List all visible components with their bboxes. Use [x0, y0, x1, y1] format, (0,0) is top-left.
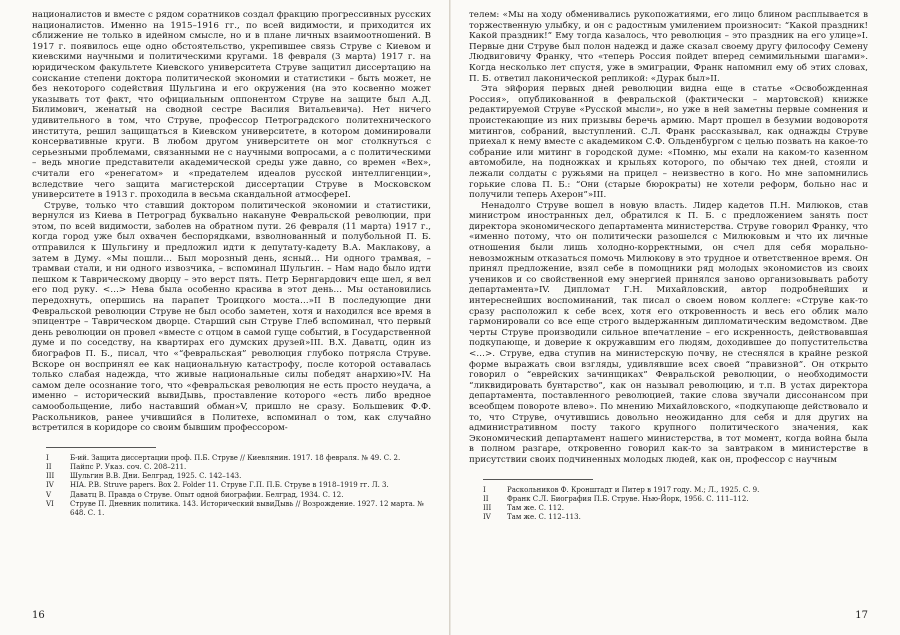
left-footnote-divider: [46, 447, 156, 448]
right-footnote: III Там же. С. 112.: [483, 503, 564, 512]
right-footnote: I Раскольников Ф. Кронштадт и Питер в 1917 году. М.; Л., 1925. С. 9.: [483, 485, 760, 494]
left-footnote: IV HIA. P.B. Struve papers. Box 2. Folder 11. Струве Г.П. П.Б. Струве в 1918–1919 гг. Л. 3.: [46, 481, 389, 490]
right-paragraph-1: телем: «Мы на ходу обменивались рукопожатиями, его лицо блином расплывается в торжественную улыбку, и он с радостным умилением произносит: “Какой праздник! Какой праздник!” Ему тогда казалось, что революция – это праздник на его улице»I. Первые дни Струве был полон надежд и даже сказал своему другу философу Семену Людвиговичу Франку, что «теперь Россия пойдет вперед семимильными шагами». Когда несколько лет спустя, уже в эмиграции, Франк напомнил ему об этих словах, П. Б. ответил лаконической репликой: «Дурак был»II.: [469, 10, 868, 84]
right-page-body: [469, 10, 868, 466]
right-footnote: II Франк С.Л. Биография П.Б. Струве. Нью-Йорк, 1956. С. 111–112.: [483, 494, 749, 503]
left-footnote: II Пайпс Р. Указ. соч. С. 208–211.: [46, 462, 187, 471]
left-page-body: [32, 10, 431, 434]
left-footnote: I Б-ий. Защита диссертации проф. П.Б. Струве // Киевлянин. 1917. 18 февраля. № 49. С. 2.: [46, 453, 401, 462]
right-page: [451, 0, 900, 635]
right-page-number: 17: [855, 610, 868, 621]
left-footnotes: [32, 454, 431, 518]
right-footnotes: [469, 486, 868, 523]
left-page-number: 16: [32, 610, 45, 621]
right-footnote-divider: [483, 479, 593, 480]
left-footnote: V Даватц В. Правда о Струве. Опыт одной биографии. Белград, 1934. С. 12.: [46, 490, 344, 499]
left-paragraph-2: Струве, только что ставший доктором политической экономии и статистики, вернулся из Киева в Петроград буквально накануне Февральской революции, при этом, по всей видимости, заболев на обратном пути. 26 февраля (11 марта) 1917 г., когда город уже был охвачен беспорядками, взволнованный и полубольной П. Б. отправился к Шульгину и предложил идти к депутату-кадету В.А. Маклакову, а затем в Думу. «Мы пошли… Был морозный день, ясный… Ни одного трамвая, – трамваи стали, и ни одного извозчика, – вспоминал Шульгин. – Нам надо было идти пешком к Таврическому дворцу – это верст пять. Петр Бернгардович еще шел, я вел его под руку. <…> Нева была особенно красива в этот день… Мы остановились передохнуть, опершись на парапет Троицкого моста…»II В последующие дни Февральской революции Струве не был особо заметен, хотя и находился все время в эпицентре – Таврическом дворце. Старший сын Струве Глеб вспоминал, что первый день революции он провел «вместе с отцом в самой гуще событий, в Государственной думе и по соседству, на квартирах его думских друзей»III. В.Х. Даватц, один из биографов П. Б., писал, что «“февральская” революция глубоко потрясла Струве. Вскоре он воспринял ее как национальную катастрофу, после которой оставалась только слабая надежда, что живые национальные силы победят анархию»IV. На самом деле осознание того, что «февральская революция не есть просто неудача, а именно – исторический вывиДывь, проставление которого «есть либо вредное самообольщение, либо наставший обман»V, пришло не сразу. Большевик Ф.Ф. Раскольников, ранее учившийся в Политехе, вспоминал о том, как случайно встретился в коридоре со своим бывшим профессором-: [32, 200, 431, 434]
left-footnote: VI Струве П. Дневник политика. 143. Исторический вывиДывь // Возрождение. 1927. 12 марта. № 648. С. 1.: [46, 499, 424, 517]
right-paragraph-3: Ненадолго Струве вошел в новую власть. Лидер кадетов П.Н. Милюков, став министром иностранных дел, обратился к П. Б. с предложением занять пост директора экономического департамента министерства. Струве говорил Франку, что «именно потому, что он политически разошелся с Милюковым и что их личные отношения были лишь холодно-корректными, он счел для себя морально-невозможным отказаться помочь Милюкову в это трудное и ответственное время. Он принял предложение, взял себе в помощники ряд молодых экономистов из своих учеников и со свойственной ему энергией принялся заново организовывать работу департамента»IV. Дипломат Г.Н. Михайловский, автор подробнейших и интереснейших воспоминаний, так писал о своем новом коллеге: «Струве как-то сразу расположил к себе всех, хотя его откровенность и весь его облик мало гармонировали со все еще строго выдержанным дипломатическим ведомством. Две черты Струве производили сильное впечатление – его искренность, действовавшая подкупающе, и доверие к окружавшим его людям, доходившее до попустительства <…>. Струве, едва ступив на министерскую почву, не стеснялся в крайне резкой форме выражать свои взгляды, удивлявшие всех своей “правизной”. Он открыто говорил о “еврейских зачинщиках” Февральской революции, о необходимости “ликвидировать бунтарство”, как он называл революцию, и т.п. В устах директора департамента, поставленного революцией, такие слова звучали диссонансом при всеобщем повороте влево». По мнению Михайловского, «подкупающе действовало и то, что Струве, очутившись довольно неожиданно для себя и для других на административном посту такого крупного политического значения, как Экономический департамент нашего министерства, в тот момент, когда война была в полном разгаре, откровенно говорил как-то за завтраком в министерстве в присутствии своих подчиненных молодых людей, как он, профессор с научным: [469, 200, 868, 465]
left-page: [0, 0, 449, 635]
left-footnote: III Шульгин В.В. Дни. Белград, 1925. С. 142–143.: [46, 472, 242, 481]
right-paragraph-2: Эта эйфория первых дней революции видна еще в статье «Освобожденная Россия», опубликованной в февральской (фактически – мартовской) книжке редактируемой Струве «Русской мысли», но уже в ней заметны первые сомнения и проистекающие из них призывы беречь армию. Март прошел в безумии водоворотя митингов, собраний, выступлений. С.Л. Франк рассказывал, как однажды Струве приехал к нему вместе с академиком С.Ф. Ольденбургом с целью позвать на какое-то собрание или митинг в городской думе: «Помню, мы ехали на каком-то казенном автомобиле, на подножках и крыльях которого, по обычаю тех дней, стояли и лежали солдаты с ружьями на прицел – неизвестно в кого. Но мне запомнились горькие слова П. Б.: “Они (старые бюрократы) не хотели реформ, больно нас и получили теперь Ахерон”»III.: [469, 84, 868, 201]
right-footnote: IV Там же. С. 112–113.: [483, 513, 581, 522]
left-paragraph-1: националистов и вместе с рядом соратников создал фракцию прогрессивных русских националистов. Именно на 1915–1916 гг., по всей видимости, и приходится их сближение не только в идейном смысле, но и в плане личных взаимоотношений. В 1917 г. появилось еще одно обстоятельство, укрепившее связь Струве с Киевом и киевскими научными и политическими кругами. 18 февраля (3 марта) 1917 г. на юридическом факультете Киевского университета Струве защитил диссертацию на соискание степени доктора политической экономии и статистики – быть может, не без некоторого содействия Шульгина и его окружения (на это косвенно может указывать тот факт, что официальным оппонентом Струве на защите был А.Д. Билимович, женатый на сводной сестре Василия Витальевича). Нет ничего удивительного в том, что Струве, профессор Петроградского политехнического института, решил защищаться в Киевском университете, в котором доминировали консервативные круги. В любом другом университете он мог столкнуться с серьезными проблемами, связанными не с научными вопросами, а с политическими – ведь многие представители академической среды уже давно, со времен «Вех», считали его «ренегатом» и «предателем идеалов русской интеллигенции», вследствие чего защита магистерской диссертации Струве в Московском университете в 1913 г. проходила в весьма скандальной атмосфереI.: [32, 10, 431, 201]
